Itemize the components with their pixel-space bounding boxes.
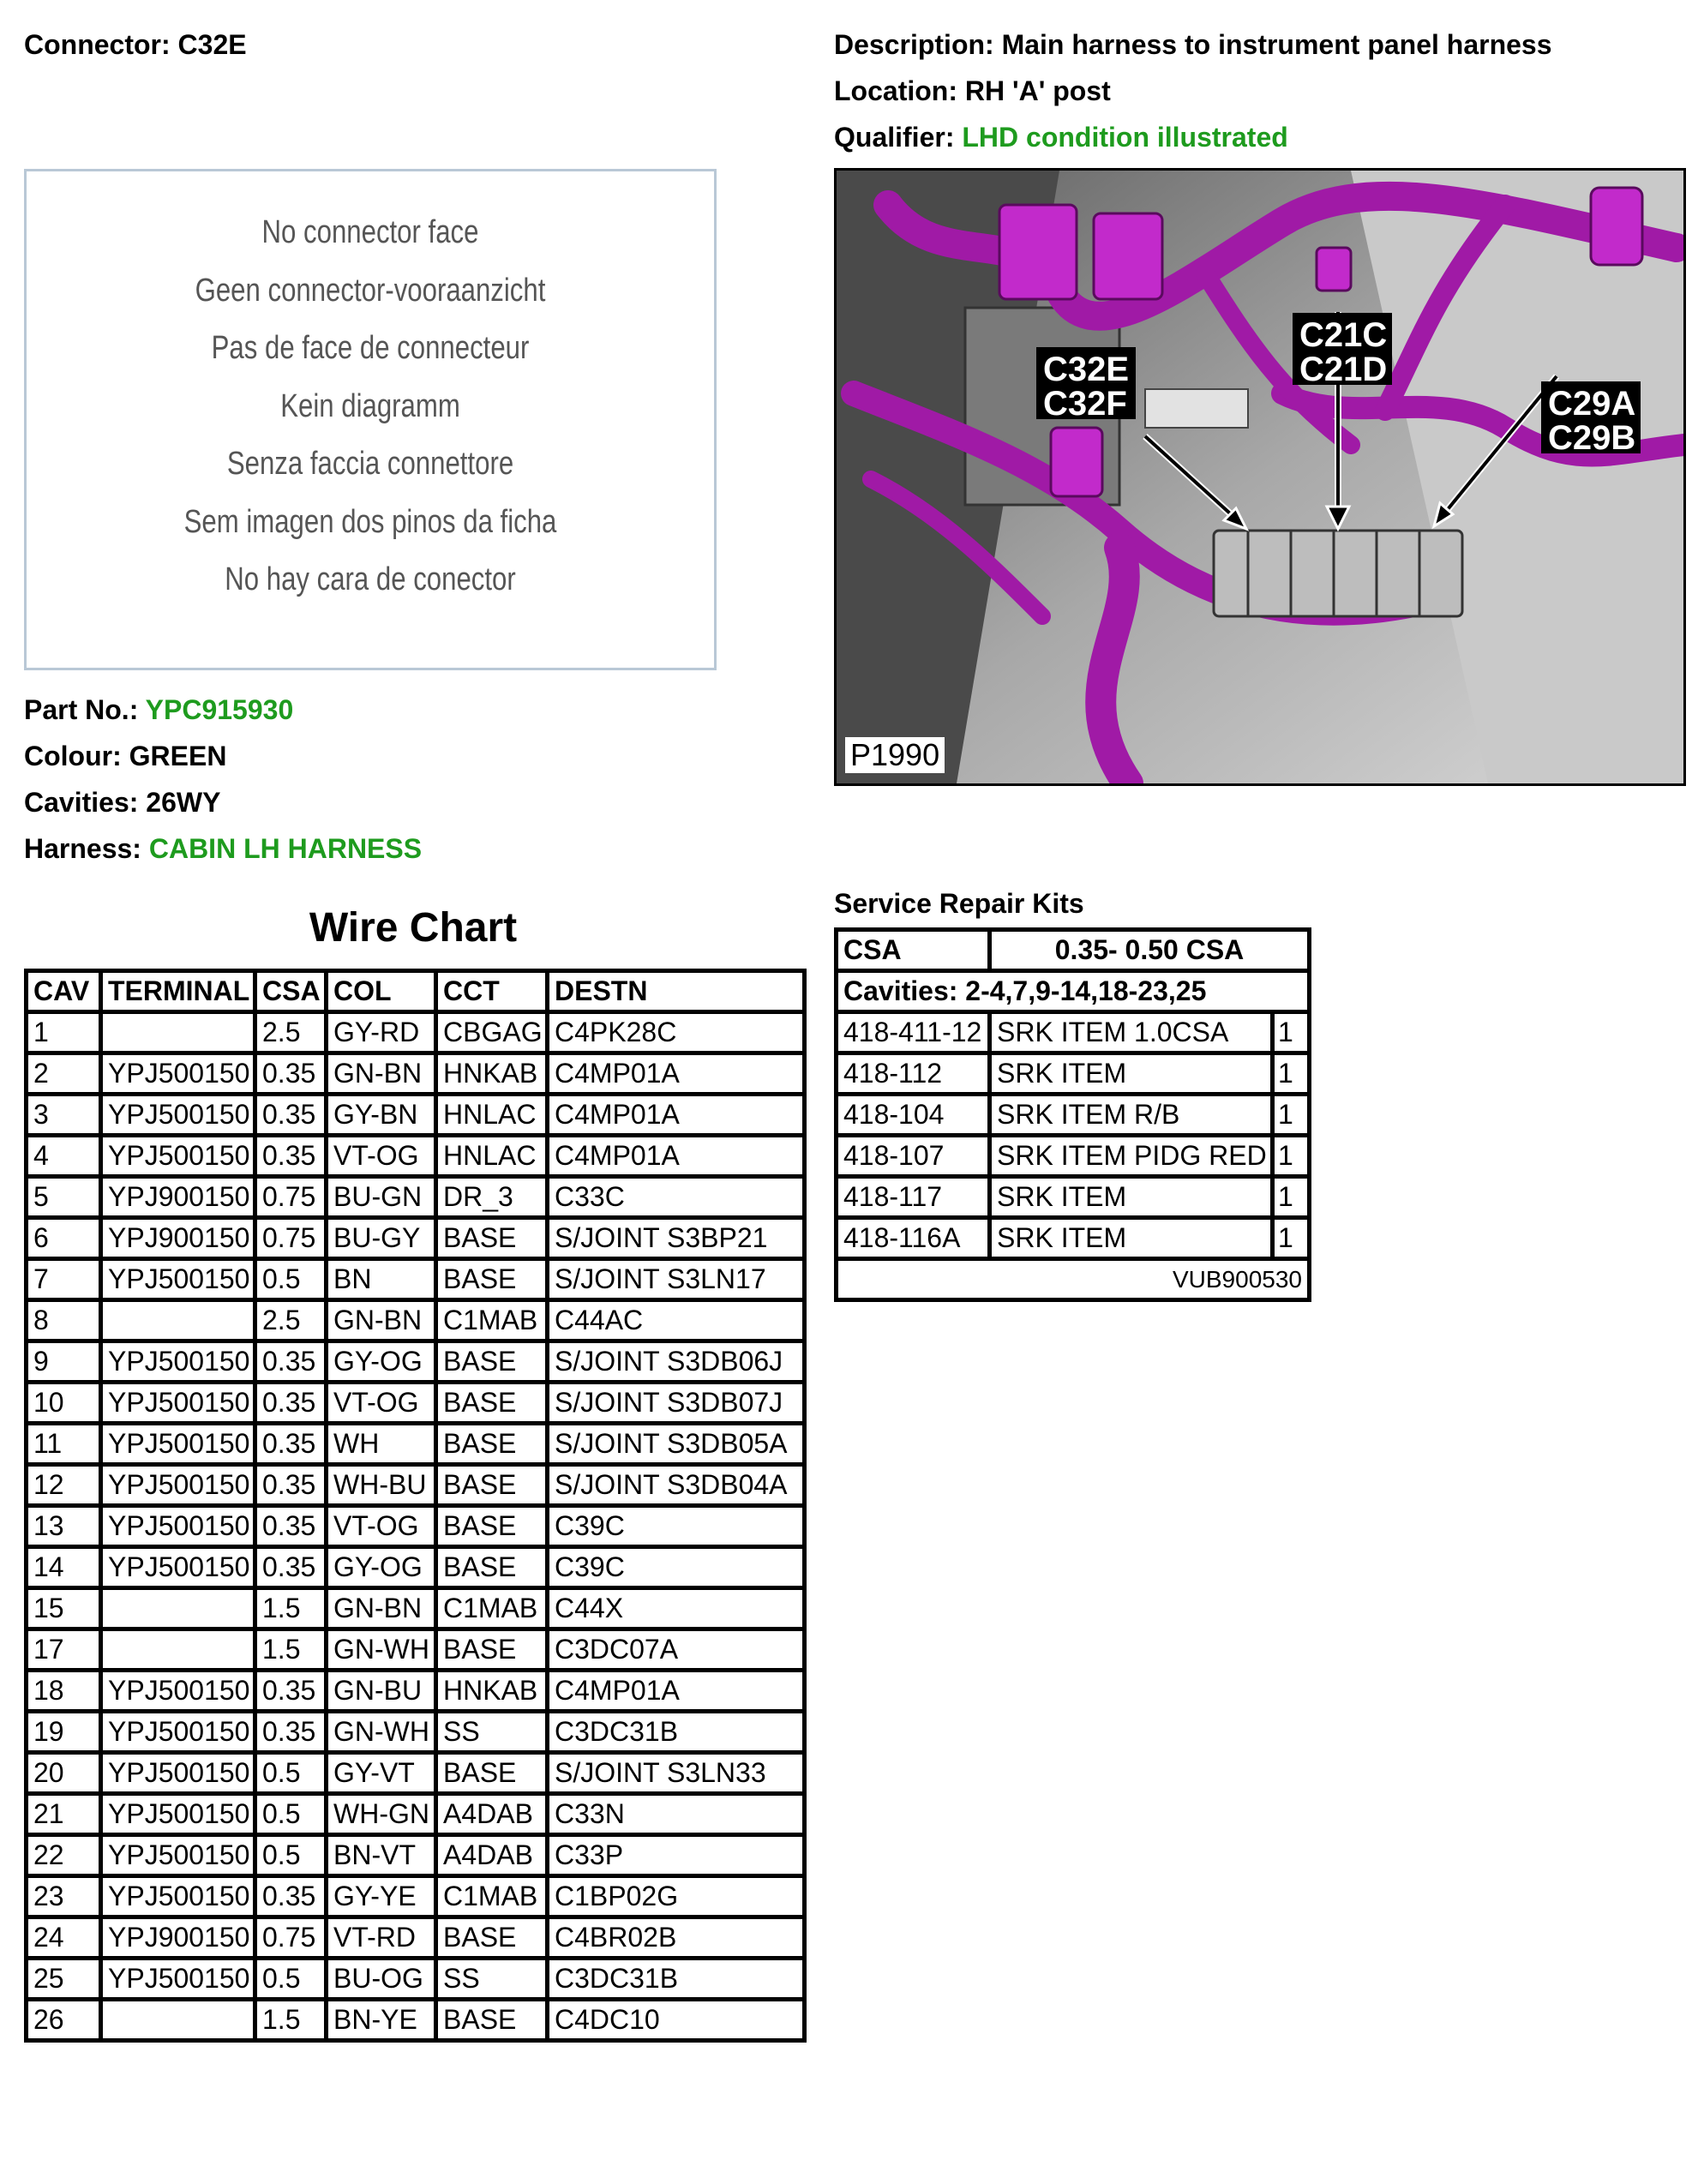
kit-row: [837, 1053, 1310, 1095]
cell-csa: 0.5: [255, 1794, 327, 1835]
cell-cct: BASE: [436, 1341, 548, 1383]
wire-chart-title: Wire Chart: [309, 905, 518, 951]
wire-chart-row: [27, 1259, 805, 1300]
colour-value: GREEN: [129, 741, 227, 771]
cell-csa: 0.75: [255, 1177, 327, 1218]
wire-chart-row: [27, 1671, 805, 1712]
cell-csa: 0.35: [255, 1136, 327, 1177]
qualifier-label: Qualifier:: [834, 122, 955, 153]
kits-footer-code: VUB900530: [837, 1259, 1310, 1300]
face-line-fr: Pas de face de connecteur: [211, 330, 530, 366]
service-kits-table: [834, 927, 1311, 1302]
cell-terminal: YPJ500150: [101, 1424, 255, 1465]
location-value: RH 'A' post: [964, 75, 1111, 106]
kit-qty: 1: [1273, 1177, 1310, 1218]
cell-destn: C3DC31B: [548, 1959, 805, 2000]
part-number-label: Part No.:: [24, 694, 139, 725]
cell-col: GN-BN: [327, 1300, 436, 1341]
cavities-label: Cavities:: [24, 787, 139, 818]
cell-terminal: YPJ500150: [101, 1136, 255, 1177]
cell-destn: S/JOINT S3LN33: [548, 1753, 805, 1794]
callout-c29b: C29B: [1548, 419, 1636, 457]
description-value: Main harness to instrument panel harness: [1001, 29, 1552, 60]
cell-col: GY-OG: [327, 1341, 436, 1383]
cell-destn: C33C: [548, 1177, 805, 1218]
kit-part: 418-116A: [837, 1218, 990, 1259]
cell-cav: 11: [27, 1424, 101, 1465]
cell-col: BN-YE: [327, 2000, 436, 2041]
cell-cav: 7: [27, 1259, 101, 1300]
cell-destn: C4BR02B: [548, 1917, 805, 1959]
cell-cct: CBGAG: [436, 1012, 548, 1053]
cell-cav: 4: [27, 1136, 101, 1177]
wire-chart-row: [27, 1876, 805, 1917]
cell-cav: 23: [27, 1876, 101, 1917]
wire-chart-row: [27, 1383, 805, 1424]
harness-line: [24, 833, 422, 865]
cell-cav: 20: [27, 1753, 101, 1794]
cell-destn: S/JOINT S3BP21: [548, 1218, 805, 1259]
cell-cav: 3: [27, 1095, 101, 1136]
callout-c32f: C32F: [1043, 385, 1127, 423]
cell-terminal: YPJ500150: [101, 1671, 255, 1712]
cell-destn: S/JOINT S3LN17: [548, 1259, 805, 1300]
cell-cav: 13: [27, 1506, 101, 1547]
wire-chart-row: [27, 1712, 805, 1753]
col-header-cct: CCT: [436, 971, 548, 1012]
face-line-pt: Sem imagen dos pinos da ficha: [183, 504, 557, 540]
cell-destn: C4DC10: [548, 2000, 805, 2041]
cell-cav: 10: [27, 1383, 101, 1424]
colour-line: [24, 741, 226, 772]
cell-terminal: YPJ500150: [101, 1959, 255, 2000]
cell-destn: C44AC: [548, 1300, 805, 1341]
service-kits-title: Service Repair Kits: [834, 888, 1084, 919]
cell-destn: C3DC31B: [548, 1712, 805, 1753]
cell-csa: 0.35: [255, 1547, 327, 1588]
wire-chart-row: [27, 1629, 805, 1671]
face-line-de: Kein diagramm: [280, 388, 460, 424]
cell-terminal: YPJ500150: [101, 1753, 255, 1794]
cell-terminal: [101, 1588, 255, 1629]
cell-terminal: YPJ500150: [101, 1712, 255, 1753]
cell-col: BN-VT: [327, 1835, 436, 1876]
kit-qty: 1: [1273, 1053, 1310, 1095]
cell-csa: 0.35: [255, 1506, 327, 1547]
cell-cav: 1: [27, 1012, 101, 1053]
wire-chart-row: [27, 1794, 805, 1835]
cell-terminal: YPJ500150: [101, 1547, 255, 1588]
cell-cav: 9: [27, 1341, 101, 1383]
cell-csa: 0.5: [255, 1259, 327, 1300]
kits-cavities: Cavities: 2-4,7,9-14,18-23,25: [837, 971, 1310, 1012]
cell-cct: BASE: [436, 1629, 548, 1671]
harness-label: Harness:: [24, 833, 141, 864]
cell-cav: 15: [27, 1588, 101, 1629]
kit-row: [837, 1012, 1310, 1053]
wire-chart-row: [27, 1917, 805, 1959]
cell-cct: HNLAC: [436, 1136, 548, 1177]
cell-cct: HNKAB: [436, 1671, 548, 1712]
cell-col: GN-WH: [327, 1629, 436, 1671]
kit-description: SRK ITEM: [990, 1177, 1273, 1218]
cell-csa: 1.5: [255, 2000, 327, 2041]
cell-csa: 0.5: [255, 1835, 327, 1876]
cell-csa: 2.5: [255, 1300, 327, 1341]
cell-cct: HNKAB: [436, 1053, 548, 1095]
cell-cav: 2: [27, 1053, 101, 1095]
cell-cct: A4DAB: [436, 1794, 548, 1835]
cell-csa: 0.35: [255, 1383, 327, 1424]
col-header-terminal: TERMINAL: [101, 971, 255, 1012]
cell-col: BN: [327, 1259, 436, 1300]
cell-destn: C39C: [548, 1506, 805, 1547]
cell-cct: C1MAB: [436, 1876, 548, 1917]
cell-col: BU-GY: [327, 1218, 436, 1259]
cell-csa: 1.5: [255, 1588, 327, 1629]
cell-csa: 0.75: [255, 1917, 327, 1959]
wire-chart-row: [27, 1424, 805, 1465]
wire-chart-row: [27, 1835, 805, 1876]
cell-terminal: [101, 1629, 255, 1671]
cell-destn: S/JOINT S3DB05A: [548, 1424, 805, 1465]
connector-value: C32E: [177, 29, 247, 60]
cell-cct: SS: [436, 1959, 548, 2000]
wire-chart-row: [27, 2000, 805, 2041]
cell-col: GY-OG: [327, 1547, 436, 1588]
kit-description: SRK ITEM R/B: [990, 1095, 1273, 1136]
cell-cct: DR_3: [436, 1177, 548, 1218]
kit-qty: 1: [1273, 1012, 1310, 1053]
cell-terminal: [101, 2000, 255, 2041]
cell-csa: 0.35: [255, 1341, 327, 1383]
wire-chart-row: [27, 1300, 805, 1341]
cell-cct: BASE: [436, 1259, 548, 1300]
kit-description: SRK ITEM PIDG RED: [990, 1136, 1273, 1177]
cell-cav: 24: [27, 1917, 101, 1959]
wire-chart-row: [27, 1136, 805, 1177]
cell-cct: BASE: [436, 1383, 548, 1424]
cell-destn: C1BP02G: [548, 1876, 805, 1917]
cell-cav: 17: [27, 1629, 101, 1671]
cell-terminal: YPJ500150: [101, 1835, 255, 1876]
cell-csa: 0.35: [255, 1465, 327, 1506]
wire-chart-row: [27, 1506, 805, 1547]
cell-cav: 18: [27, 1671, 101, 1712]
location-line: [834, 75, 1111, 107]
cell-destn: C4MP01A: [548, 1053, 805, 1095]
cell-col: GY-RD: [327, 1012, 436, 1053]
wire-chart-row: [27, 1053, 805, 1095]
cell-csa: 0.35: [255, 1053, 327, 1095]
cell-terminal: YPJ900150: [101, 1218, 255, 1259]
cell-cav: 8: [27, 1300, 101, 1341]
wire-chart-row: [27, 1959, 805, 2000]
cell-csa: 0.35: [255, 1876, 327, 1917]
kit-row: [837, 1095, 1310, 1136]
cell-csa: 0.35: [255, 1671, 327, 1712]
description-line: [834, 29, 1552, 61]
wire-chart-header-row: [27, 971, 805, 1012]
cavities-value: 26WY: [146, 787, 221, 818]
cell-destn: S/JOINT S3DB04A: [548, 1465, 805, 1506]
cell-cct: C1MAB: [436, 1588, 548, 1629]
inline-connector-block: [1214, 531, 1462, 616]
cell-col: GN-BN: [327, 1053, 436, 1095]
callout-c21d: C21D: [1299, 351, 1388, 388]
cell-cct: BASE: [436, 1547, 548, 1588]
kit-part: 418-107: [837, 1136, 990, 1177]
colour-label: Colour:: [24, 741, 122, 771]
cell-csa: 0.35: [255, 1424, 327, 1465]
callout-c32e: C32E: [1043, 351, 1130, 388]
cell-col: VT-RD: [327, 1917, 436, 1959]
location-label: Location:: [834, 75, 957, 106]
wire-chart-row: [27, 1095, 805, 1136]
kits-footer-row: [837, 1259, 1310, 1300]
cell-terminal: YPJ500150: [101, 1259, 255, 1300]
wire-chart-row: [27, 1218, 805, 1259]
kit-description: SRK ITEM: [990, 1053, 1273, 1095]
cell-terminal: YPJ500150: [101, 1506, 255, 1547]
kit-description: SRK ITEM: [990, 1218, 1273, 1259]
cell-terminal: [101, 1012, 255, 1053]
qualifier-value: LHD condition illustrated: [962, 122, 1288, 153]
kit-part: 418-104: [837, 1095, 990, 1136]
kit-qty: 1: [1273, 1095, 1310, 1136]
cell-destn: C44X: [548, 1588, 805, 1629]
cell-cct: BASE: [436, 1506, 548, 1547]
cell-terminal: YPJ900150: [101, 1917, 255, 1959]
cell-cct: A4DAB: [436, 1835, 548, 1876]
cell-terminal: YPJ500150: [101, 1053, 255, 1095]
cell-col: GY-YE: [327, 1876, 436, 1917]
cell-col: GY-VT: [327, 1753, 436, 1794]
kit-row: [837, 1218, 1310, 1259]
kit-row: [837, 1136, 1310, 1177]
cell-csa: 2.5: [255, 1012, 327, 1053]
wire-chart-row: [27, 1753, 805, 1794]
cell-destn: C4MP01A: [548, 1671, 805, 1712]
face-line-it: Senza faccia connettore: [226, 446, 514, 482]
cell-terminal: YPJ500150: [101, 1794, 255, 1835]
cell-col: GN-BN: [327, 1588, 436, 1629]
cell-csa: 0.5: [255, 1959, 327, 2000]
cell-col: WH: [327, 1424, 436, 1465]
cell-cct: SS: [436, 1712, 548, 1753]
cell-cct: BASE: [436, 1753, 548, 1794]
kit-qty: 1: [1273, 1218, 1310, 1259]
cell-csa: 0.35: [255, 1712, 327, 1753]
wire-chart-row: [27, 1547, 805, 1588]
cell-cav: 6: [27, 1218, 101, 1259]
callout-c21c: C21C: [1299, 316, 1388, 354]
part-number-line: [24, 694, 293, 726]
cell-cav: 12: [27, 1465, 101, 1506]
kits-csa-label: CSA: [837, 930, 990, 971]
cell-destn: C33P: [548, 1835, 805, 1876]
col-header-col: COL: [327, 971, 436, 1012]
location-photo: [834, 168, 1686, 786]
connector-face-box: [24, 169, 717, 670]
cell-cav: 22: [27, 1835, 101, 1876]
cell-destn: C4MP01A: [548, 1095, 805, 1136]
cell-col: VT-OG: [327, 1383, 436, 1424]
cell-csa: 0.35: [255, 1095, 327, 1136]
cell-terminal: YPJ500150: [101, 1341, 255, 1383]
face-line-es: No hay cara de conector: [225, 561, 516, 597]
cell-cct: BASE: [436, 1218, 548, 1259]
photo-id-label: P1990: [845, 737, 945, 773]
kit-description: SRK ITEM 1.0CSA: [990, 1012, 1273, 1053]
cell-cav: 5: [27, 1177, 101, 1218]
cell-terminal: YPJ500150: [101, 1465, 255, 1506]
wire-chart-row: [27, 1465, 805, 1506]
kits-cavities-row: [837, 971, 1310, 1012]
cell-cct: BASE: [436, 2000, 548, 2041]
col-header-csa: CSA: [255, 971, 327, 1012]
kits-csa-value: 0.35- 0.50 CSA: [990, 930, 1310, 971]
wire-chart-row: [27, 1588, 805, 1629]
cell-cav: 21: [27, 1794, 101, 1835]
kit-qty: 1: [1273, 1136, 1310, 1177]
cell-cav: 25: [27, 1959, 101, 2000]
cell-col: BU-GN: [327, 1177, 436, 1218]
cell-csa: 0.5: [255, 1753, 327, 1794]
cell-col: GN-WH: [327, 1712, 436, 1753]
cell-terminal: YPJ900150: [101, 1177, 255, 1218]
cell-destn: C39C: [548, 1547, 805, 1588]
wire-chart-table: [24, 969, 807, 2043]
harness-value: CABIN LH HARNESS: [148, 833, 423, 864]
connector-line: [24, 29, 247, 61]
col-header-destn: DESTN: [548, 971, 805, 1012]
kit-row: [837, 1177, 1310, 1218]
cell-terminal: [101, 1300, 255, 1341]
cell-terminal: YPJ500150: [101, 1095, 255, 1136]
cavities-line: [24, 787, 220, 819]
kit-part: 418-112: [837, 1053, 990, 1095]
cell-terminal: YPJ500150: [101, 1383, 255, 1424]
cell-col: BU-OG: [327, 1959, 436, 2000]
cell-cav: 26: [27, 2000, 101, 2041]
face-line-en: No connector face: [261, 214, 479, 250]
cell-csa: 1.5: [255, 1629, 327, 1671]
cell-cct: BASE: [436, 1465, 548, 1506]
cell-col: GY-BN: [327, 1095, 436, 1136]
part-number-value: YPC915930: [145, 694, 294, 725]
cell-destn: C3DC07A: [548, 1629, 805, 1671]
description-label: Description:: [834, 29, 994, 60]
wire-chart-row: [27, 1341, 805, 1383]
cell-col: VT-OG: [327, 1506, 436, 1547]
cell-destn: S/JOINT S3DB07J: [548, 1383, 805, 1424]
face-line-nl: Geen connector-vooraanzicht: [195, 273, 546, 309]
cell-cav: 19: [27, 1712, 101, 1753]
connector-label: Connector:: [24, 29, 171, 60]
cell-csa: 0.75: [255, 1218, 327, 1259]
cell-col: GN-BU: [327, 1671, 436, 1712]
qualifier-line: [834, 122, 1288, 153]
wire-chart-row: [27, 1177, 805, 1218]
cell-col: WH-BU: [327, 1465, 436, 1506]
kit-part: 418-117: [837, 1177, 990, 1218]
cell-destn: C4MP01A: [548, 1136, 805, 1177]
cell-destn: S/JOINT S3DB06J: [548, 1341, 805, 1383]
cell-destn: C33N: [548, 1794, 805, 1835]
wire-chart-row: [27, 1012, 805, 1053]
callout-c29a: C29A: [1548, 385, 1636, 423]
cell-cct: BASE: [436, 1917, 548, 1959]
cell-terminal: YPJ500150: [101, 1876, 255, 1917]
cell-cav: 14: [27, 1547, 101, 1588]
harness-illustration: [837, 171, 1683, 783]
cell-cct: HNLAC: [436, 1095, 548, 1136]
kit-part: 418-411-12: [837, 1012, 990, 1053]
cell-cct: BASE: [436, 1424, 548, 1465]
cell-col: WH-GN: [327, 1794, 436, 1835]
cell-destn: C4PK28C: [548, 1012, 805, 1053]
cell-cct: C1MAB: [436, 1300, 548, 1341]
kits-csa-row: [837, 930, 1310, 971]
cell-col: VT-OG: [327, 1136, 436, 1177]
col-header-cav: CAV: [27, 971, 101, 1012]
